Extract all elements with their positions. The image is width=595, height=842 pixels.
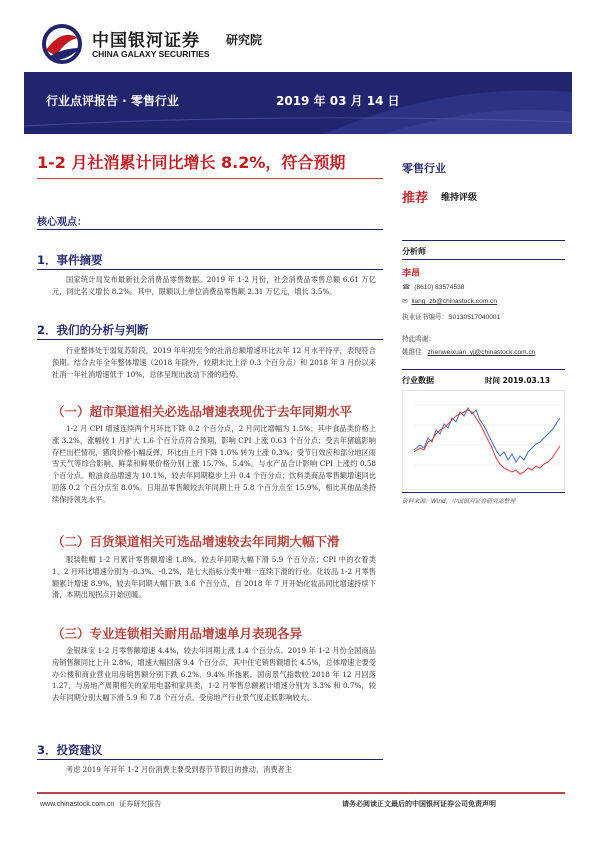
sidebar-sector: 零售行业 — [402, 162, 446, 175]
chart-source: 资料来源：Wind，中国银河证券研究部整理 — [402, 499, 516, 505]
analyst-name: 李昂 — [402, 269, 421, 279]
analyst-email-link[interactable]: liang_zb@chinastock.com.cn — [411, 298, 498, 305]
footer-url-suffix: 证券研究报告 — [119, 800, 162, 808]
sidebar-divider — [402, 369, 565, 370]
section-heading: 3．投资建议 — [37, 743, 103, 757]
subsection-paragraph — [52, 554, 376, 601]
email-icon: ✉ — [402, 297, 408, 305]
subsection-heading: （二）百货渠道相关可选品增速较去年同期大幅下滑 — [52, 534, 340, 549]
footer-left — [40, 799, 161, 809]
subsection-paragraph — [52, 645, 376, 704]
sidebar-divider — [402, 240, 565, 241]
section-divider — [37, 759, 383, 760]
logo-en-text: CHINA GALAXY SECURITIES — [92, 49, 210, 59]
paragraph-text: 金银珠宝 1-2 月零售额增速 4.4%，较去年同期上涨 1.4 个百分点。2019 年 1-2 月份全国商品房销售额同比上升 2.8%，增速大幅回落 9.4 个百分点，其中住宅销售额增长 4.5%，总体增速主要受办公楼和商业营业用房销售额分别下跌 6.2%、9.4% 所拖累。国房景气指数较 2018 年 12 月回落 1.27，与房地产周期相关的家用电器和家具类，1-2 月零售总额累计增速分别为 3.3% 和 0.7%，较去年同期分别大幅下滑 5.9 和 7.8 个百分点，受房地产行业景气度走低影响较大。 — [52, 646, 376, 703]
title-divider — [37, 178, 383, 179]
paragraph-text: 服装鞋帽 1-2 月累计零售额增速 1.8%，较去年同期大幅下滑 5.9 个百分点；CPI 中的衣着类 1、2 月环比增速分别为 -0.3%、-0.2%，是七大指标分类中唯一连续下滑的行业。化妆品 1-2 月零售额累计增速 8.9%，较去年同期大幅下跌 3.6 个百分点，自 2018 年 7 月开始化妆品同比增速持续下滑，本期出现拐点开始回暖。 — [52, 555, 376, 600]
core-view-title: 核心观点： — [37, 217, 87, 228]
section-paragraph — [52, 345, 376, 380]
section-paragraph — [52, 274, 376, 298]
logo-sub-text: 研究院 — [226, 33, 263, 47]
subsection-heading: （三）专业连锁相关耐用品增速单月表现各异 — [52, 626, 303, 641]
report-category: 行业点评报告 · 零售行业 — [46, 94, 179, 108]
page-title: 1-2 月社消累计同比增长 8.2%，符合预期 — [37, 153, 346, 172]
analyst-license: 执业证书编号：S0130517040001 — [402, 314, 501, 321]
sidebar-divider — [402, 259, 565, 260]
sidebar-divider — [402, 492, 565, 493]
paragraph-text: 1-2 月 CPI 增速连续两个月环比下降 0.2 个百分点，2 月同比增幅为 1.5%；其中食品类价格上涨 3.2%，涨幅较 1 月扩大 1.6 个百分点符合预期，影响 CPI 上涨 0.63 个百分点；受去年猪瘟影响存栏出栏情况，猪肉价格小幅反弹，环比由上月下降 1.0% 转为上涨 0.3%；受节日效应和部分地区雨雪天气等综合影响，鲜菜和鲜果价格分别上涨 15.7%、5.4%。与水产品合计影响 CPI 上涨约 0.58 个百分点。粮油食品增速为 10.1%，较去年同期稳步上升 0.4 个百分点；饮料类商品零售额增速同比回落 0.2 个百分点至 8.0%。日用品零售额较去年同期上升 5.8 个百分点至 15.9%，相比其他品类持续保持领先水平。 — [52, 424, 376, 504]
section-divider — [37, 269, 383, 270]
analyst-email-row — [402, 297, 497, 305]
paragraph-text: 考虑 2019 年开年 1-2 月份消费主要受到春节节假日的推动，消费者主 — [66, 765, 292, 774]
phone-icon: ☎ — [402, 283, 411, 291]
industry-chart-svg — [402, 390, 565, 490]
analyst-phone — [402, 283, 464, 291]
section-heading: 2．我们的分析与判断 — [37, 323, 149, 337]
paragraph-text: 行业整体处于弱复苏阶段，2019 年年初至今的社消总额增速环比去年 12 月水平持平，表现符合预期。结合去年全年整体增速（2018 年除外，较期末比上浮 0.3 个百分点）和 2018 年 3 月份以来社消一年社消增速低于 10%，总体呈现出波动下滑的趋势。 — [52, 346, 376, 379]
rating-note: 维持评级 — [441, 193, 478, 203]
subsection-paragraph — [52, 423, 376, 506]
analyst-label: 分析师 — [402, 247, 426, 256]
contact-email-link[interactable]: zhenweixuan_yj@chinastock.com.cn — [427, 349, 536, 356]
section-paragraph — [52, 764, 376, 776]
phone-text: (8610) 83574538 — [414, 284, 465, 291]
header-banner — [24, 72, 572, 134]
footer-divider — [37, 792, 565, 794]
brand-logo — [40, 22, 300, 66]
rating-badge: 推荐 — [402, 191, 429, 206]
galaxy-logo-icon — [40, 22, 84, 66]
contact-label: 特此鸣谢： — [402, 336, 435, 343]
chart-time: 时间 2019.03.13 — [485, 376, 551, 385]
section-heading: 1．事件摘要 — [37, 253, 103, 267]
industry-chart — [402, 390, 565, 490]
chart-label: 行业数据 — [402, 376, 434, 385]
section-divider — [37, 339, 383, 340]
footer-url-link[interactable]: www.chinastock.com.cn — [40, 801, 115, 808]
paragraph-text: 国家统计局发布最新社会消费品零售数据。2019 年 1-2 月份，社会消费品零售总额 6.61 万亿元，同比名义增长 8.2%。其中，限额以上单位消费品零售额 2.31 万亿元，增长 3.5%。 — [52, 275, 376, 296]
contact-name: 姚维佳 — [402, 349, 422, 356]
core-divider — [37, 229, 383, 230]
subsection-heading: （一）超市渠道相关必选品增速表现优于去年同期水平 — [52, 404, 353, 419]
logo-cn-text: 中国银河证券 — [92, 31, 200, 51]
contact-row — [402, 346, 535, 356]
footer-disclaimer: 请务必阅读正文最后的中国银河证券公司免责声明 — [342, 800, 496, 808]
report-date: 2019 年 03 月 14 日 — [276, 94, 400, 108]
